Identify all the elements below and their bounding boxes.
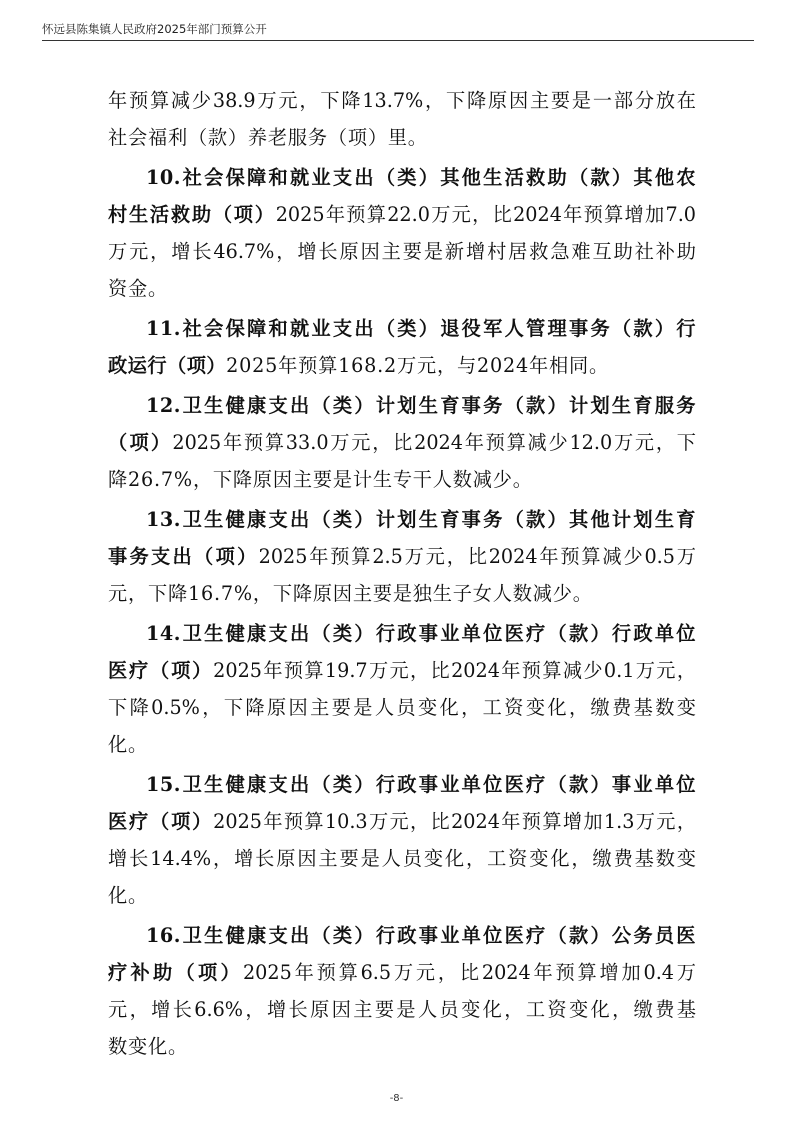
item-text: 增长14.4%，增长原因主要是人员变化，工资变化，缴费基数变	[108, 847, 696, 870]
header-divider	[42, 40, 754, 41]
text-line	[108, 689, 696, 726]
text-line	[108, 424, 696, 461]
text-line	[108, 82, 696, 119]
document-body	[108, 82, 696, 1065]
text-line	[108, 270, 696, 307]
item-text: 元，下降16.7%，下降原因主要是独生子女人数减少。	[108, 582, 593, 605]
item-heading: （项）	[108, 431, 173, 454]
text-line	[108, 840, 696, 877]
item-heading: 15.卫生健康支出（类）行政事业单位医疗（款）事业单位	[146, 773, 696, 796]
text-line	[108, 310, 696, 347]
item-text: 下降0.5%，下降原因主要是人员变化，工资变化，缴费基数变	[108, 696, 696, 719]
text-line	[108, 615, 696, 652]
page-number: -8-	[389, 1093, 404, 1104]
item-text: 2025年预算10.3万元，比2024年预算增加1.3万元，	[213, 810, 697, 833]
text-line	[108, 803, 696, 840]
text-line	[108, 652, 696, 689]
item-text: 2025年预算168.2万元，与2024年相同。	[226, 354, 609, 377]
text-line	[108, 233, 696, 270]
item-text: 2025年预算33.0万元，比2024年预算减少12.0万元，下	[172, 431, 696, 454]
item-heading: 医疗（项）	[108, 659, 214, 682]
item-heading: 10.社会保障和就业支出（类）其他生活救助（款）其他农	[146, 166, 696, 189]
item-heading: 政运行（项）	[108, 354, 227, 377]
text-line	[108, 159, 696, 196]
item-text: 2025年预算6.5万元，比2024年预算增加0.4万	[242, 961, 696, 984]
item-heading: 村生活救助（项）	[108, 203, 276, 226]
item-heading: 14.卫生健康支出（类）行政事业单位医疗（款）行政单位	[146, 622, 696, 645]
text-line	[108, 917, 696, 954]
item-text: 2025年预算19.7万元，比2024年预算减少0.1万元，	[213, 659, 697, 682]
document-header: 怀远县陈集镇人民政府2025年部门预算公开	[42, 22, 267, 36]
text-line	[108, 877, 696, 914]
item-heading: 疗补助（项）	[108, 961, 243, 984]
item-text: 资金。	[108, 277, 168, 300]
text-line	[108, 119, 696, 156]
text-line	[108, 347, 696, 384]
text-line	[108, 991, 696, 1028]
text-line	[108, 1028, 696, 1065]
item-text: 数变化。	[108, 1035, 188, 1058]
item-heading: 事务支出（项）	[108, 545, 259, 568]
text-line	[108, 461, 696, 498]
item-heading: 12.卫生健康支出（类）计划生育事务（款）计划生育服务	[146, 394, 696, 417]
text-line	[108, 766, 696, 803]
text-line	[108, 575, 696, 612]
item-text: 2025年预算2.5万元，比2024年预算减少0.5万	[258, 545, 696, 568]
item-text: 万元，增长46.7%，增长原因主要是新增村居救急难互助社补助	[108, 240, 696, 263]
text-line	[108, 726, 696, 763]
text-line	[108, 538, 696, 575]
text-line	[108, 501, 696, 538]
item-text: 年预算减少38.9万元，下降13.7%，下降原因主要是一部分放在	[108, 89, 696, 112]
item-text: 化。	[108, 884, 148, 907]
item-text: 化。	[108, 733, 148, 756]
item-text: 2025年预算22.0万元，比2024年预算增加7.0	[275, 203, 697, 226]
item-text: 降26.7%，下降原因主要是计生专干人数减少。	[108, 468, 533, 491]
text-line	[108, 954, 696, 991]
item-text: 社会福利（款）养老服务（项）里。	[108, 126, 428, 149]
text-line	[108, 196, 696, 233]
item-heading: 11.社会保障和就业支出（类）退役军人管理事务（款）行	[146, 317, 696, 340]
item-text: 元，增长6.6%，增长原因主要是人员变化，工资变化，缴费基	[108, 998, 696, 1021]
item-heading: 13.卫生健康支出（类）计划生育事务（款）其他计划生育	[146, 508, 696, 531]
text-line	[108, 387, 696, 424]
item-heading: 16.卫生健康支出（类）行政事业单位医疗（款）公务员医	[146, 924, 696, 947]
item-heading: 医疗（项）	[108, 810, 214, 833]
